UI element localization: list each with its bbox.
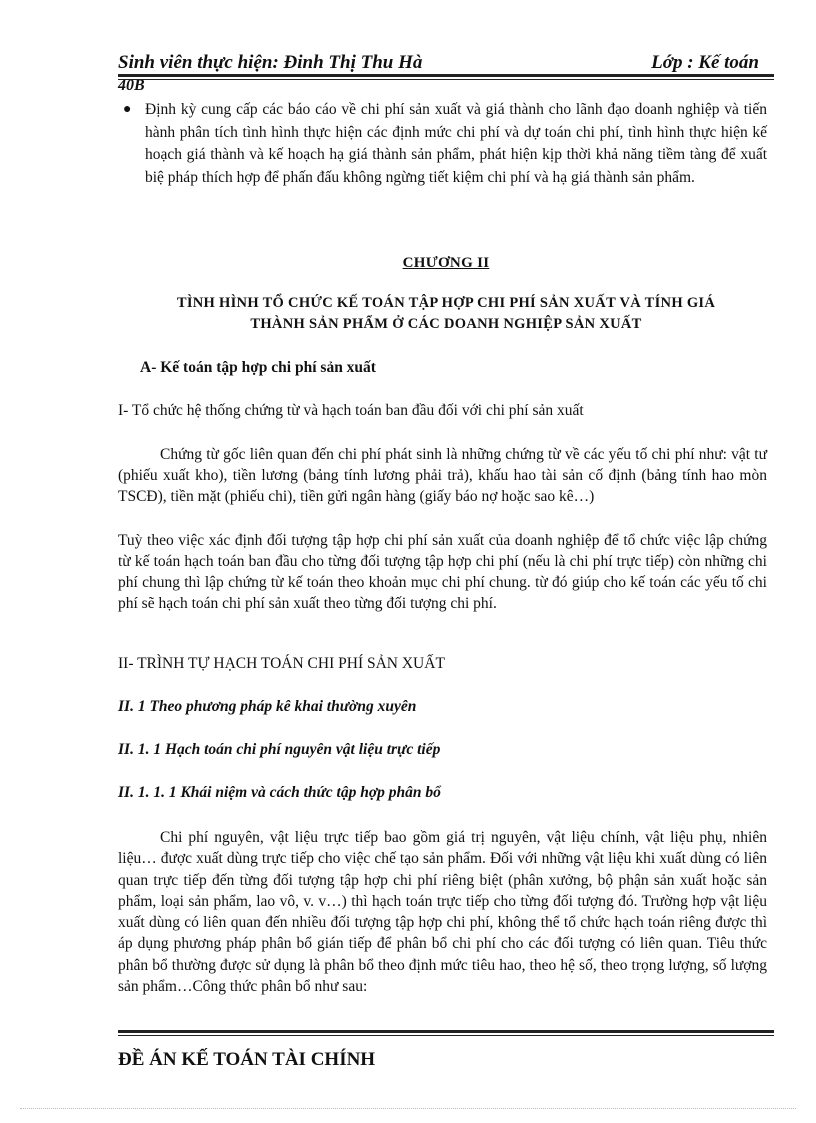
header-class: Lớp : Kế toán xyxy=(651,52,759,73)
paragraph-1: Chứng từ gốc liên quan đến chi phí phát sinh là những chứng từ về các yếu tố chi phí như: vật tư (phiếu xuất kho), tiền lương (bảng tính lương phải trả), khấu hao tài sản cố định (bảng tính hao mòn TSCĐ), tiền mặt (phiếu chi), tiền gửi ngân hàng (giấy báo nợ hoặc sao kê…) xyxy=(118,446,767,505)
footer-title: ĐỀ ÁN KẾ TOÁN TÀI CHÍNH xyxy=(118,1049,376,1070)
section-i-heading: I- Tổ chức hệ thống chứng từ và hạch toán ban đầu đối với chi phí sản xuất xyxy=(118,402,584,419)
page-bottom-edge xyxy=(20,1108,796,1109)
subsection-ii-1: II. 1 Theo phương pháp kê khai thường xuyên xyxy=(118,698,417,715)
bullet-paragraph xyxy=(123,99,767,189)
paragraph-3: Chi phí nguyên, vật liệu trực tiếp bao gồm giá trị nguyên, vật liệu chính, vật liệu phụ, nhiên liệu… được xuất dùng trực tiếp cho việc chế tạo sản phẩm. Đối với những vật liệu khi xuất dùng có liên quan trực tiếp đến từng đối tượng tập hợp chi phí riêng biệt (phân xưởng, bộ phận sản xuất hoặc sản phẩm, loại sản phẩm, lao vô, v. v…) thì hạch toán trực tiếp cho từng đối tượng đó. Trường hợp vật liệu xuất dùng có liên quan đến nhiều đối tượng tập hợp chi phí, không thể tổ chức hạch toán riêng được thì áp dụng phương pháp phân bổ gián tiếp để phân bổ chi phí cho các đối tượng có liên quan. Tiêu thức phân bổ thường được sử dụng là phân bổ theo định mức tiêu hao, theo hệ số, theo trọng lượng, số lượng sản phẩm…Công thức phân bổ như sau: xyxy=(118,829,767,996)
header-student: Sinh viên thực hiện: Đinh Thị Thu Hà xyxy=(118,52,423,73)
chapter-number: CHƯƠNG II xyxy=(402,255,490,271)
footer-rule xyxy=(118,1030,774,1036)
bullet-text: Định kỳ cung cấp các báo cáo về chi phí sản xuất và giá thành cho lãnh đạo doanh nghiệp và tiến hành phân tích tình hình thực hiện các định mức chi phí và dự toán chi phí, tình hình thực hiện kế hoạch giá thành và kế hoạch hạ giá thành sản phẩm, phát hiện kịp thời khả năng tiềm tàng để xuất biệ pháp thích hợp để phấn đấu không ngừng tiết kiệm chi phí và hạ giá thành sản phẩm. xyxy=(145,101,767,186)
section-a-heading: A- Kế toán tập hợp chi phí sản xuất xyxy=(140,359,376,376)
subsection-ii-1-1: II. 1. 1 Hạch toán chi phí nguyên vật liệu trực tiếp xyxy=(118,741,441,758)
paragraph-2: Tuỳ theo việc xác định đối tượng tập hợp chi phí sản xuất của doanh nghiệp để tổ chức việc lập chứng từ kế toán hạch toán ban đầu cho từng đối tượng tập hợp chi phí (nếu là chi phí trực tiếp) còn những chi phí chung thì lập chứng từ kế toán theo khoản mục chi phí chung. từ đó giúp cho kế toán các yếu tố chi phí sẽ hạch toán chi phí sản xuất theo từng đối tượng chi phí. xyxy=(118,532,767,612)
chapter-title xyxy=(118,293,774,335)
bullet-icon: ● xyxy=(123,102,132,117)
chapter-title-line2: THÀNH SẢN PHẨM Ở CÁC DOANH NGHIỆP SẢN XUẤT xyxy=(250,316,642,332)
section-ii-heading: II- TRÌNH TỰ HẠCH TOÁN CHI PHÍ SẢN XUẤT xyxy=(118,655,445,672)
subsection-ii-1-1-1: II. 1. 1. 1 Khái niệm và cách thức tập hợp phân bổ xyxy=(118,784,441,801)
header-rule xyxy=(118,74,774,80)
header-class-cont: 40B xyxy=(118,77,145,94)
chapter-title-line1: TÌNH HÌNH TỔ CHỨC KẾ TOÁN TẬP HỢP CHI PHÍ SẢN XUẤT VÀ TÍNH GIÁ xyxy=(176,295,716,311)
